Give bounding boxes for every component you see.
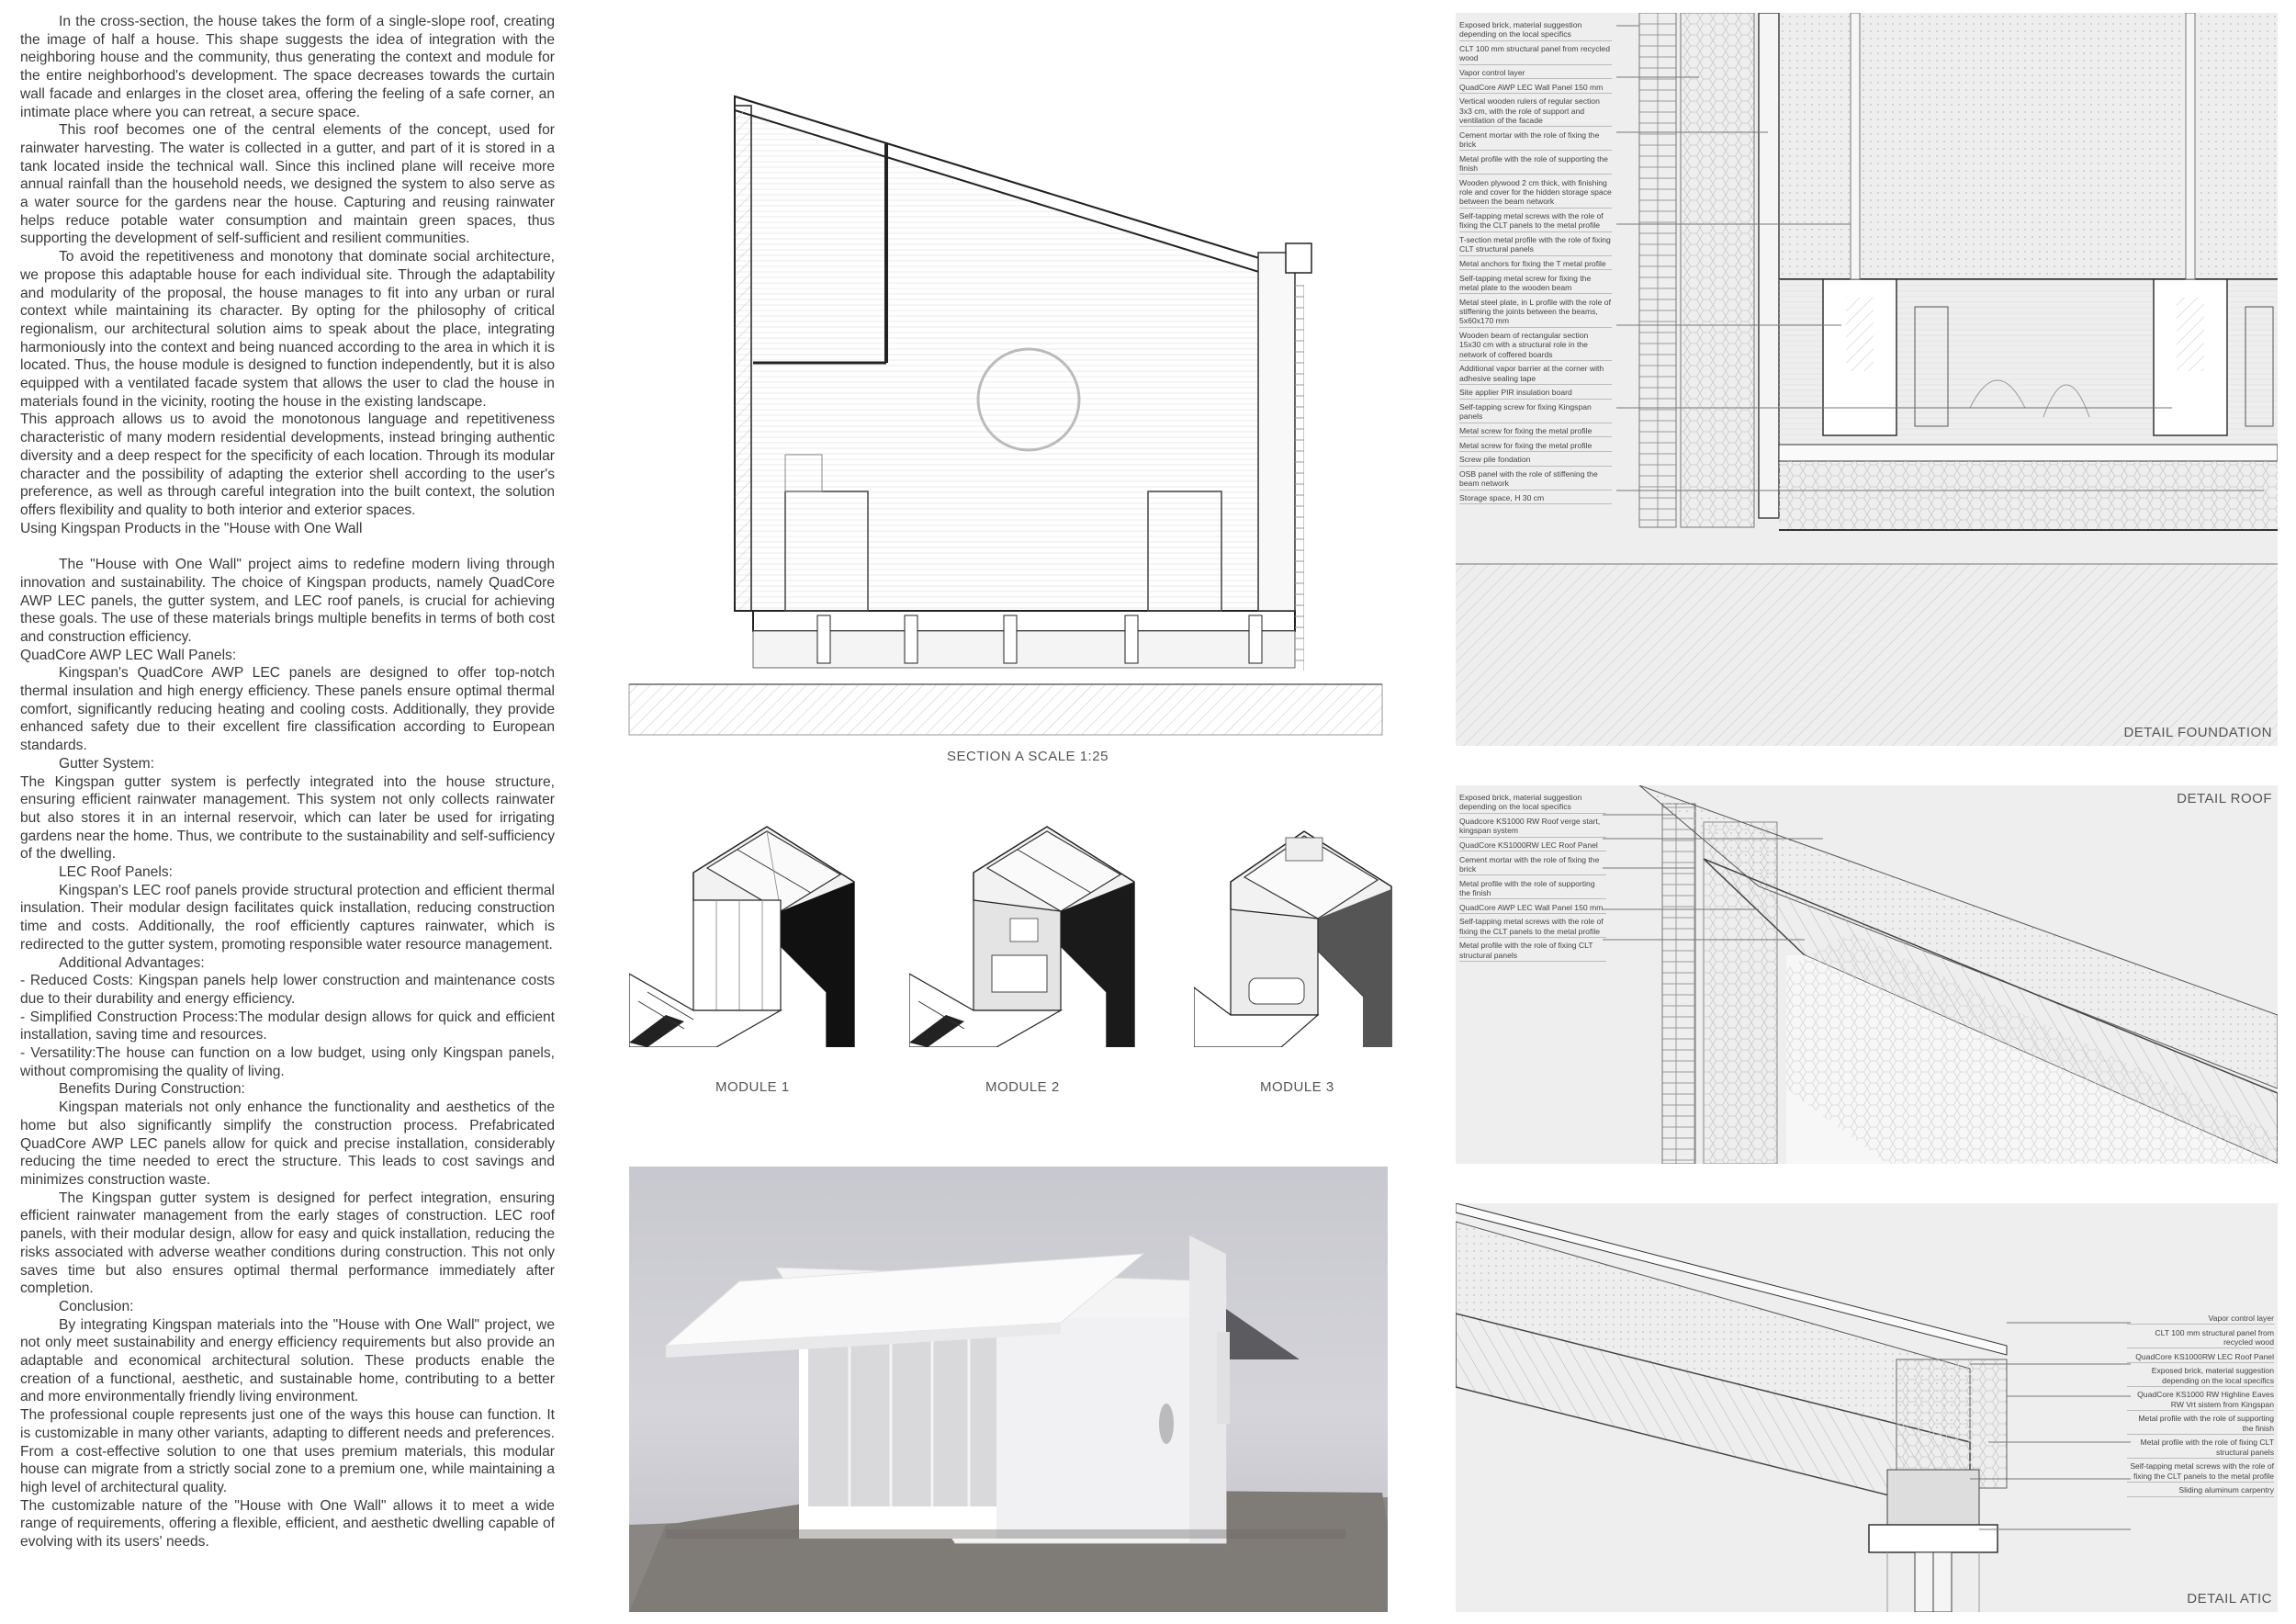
paragraph: Additional Advantages: xyxy=(59,954,205,971)
detail-label: Wooden plywood 2 cm thick, with finishing role and cover for the hidden storage space between the beam network xyxy=(1459,178,1612,209)
detail-label: Exposed brick, material suggestion depending on the local specifics xyxy=(1459,793,1606,814)
paragraph: The Kingspan gutter system is perfectly integrated into the house structure, ensuring efficient rainwater management. This system not only collects rainwater but also stores it in an internal reservoir, which can later be used for irrigating gardens near the home. Thus, we contribute to the sustainability and self-sufficiency of the dwelling. xyxy=(20,773,555,863)
ground-hatch xyxy=(629,684,1382,735)
detail-label: Self-tapping metal screws with the role of fixing the CLT panels to the metal profile xyxy=(1459,917,1606,938)
section-a-drawing xyxy=(625,87,1387,744)
detail-label: Self-tapping metal screws with the role of fixing the CLT panels to the metal profile xyxy=(2127,1461,2274,1483)
paragraph xyxy=(20,537,555,556)
module-3-axonometry xyxy=(1194,818,1405,1047)
paragraph: This roof becomes one of the central elements of the concept, used for rainwater harvesting. The water is collected in a gutter, and part of it is stored in a tank located inside the technical wall. Since this inclined plane will receive more annual rainfall than the household needs, we designed the system to also serve as a water source for the gardens near the house. Capturing and reusing rainwater helps reduce potable water consumption and maintain green spaces, thus supporting the development of self-sufficient and resilient communities. xyxy=(20,122,555,247)
detail-roof-title: DETAIL ROOF xyxy=(2177,791,2272,806)
detail-label: T-section metal profile with the role of fixing CLT structural panels xyxy=(1459,235,1612,256)
detail-label: Site applier PIR insulation board xyxy=(1459,388,1612,399)
paragraph: To avoid the repetitiveness and monotony that dominate social architecture, we propose this adaptable house for each individual site. Through the adaptability and modularity of the proposal, the house manages to fit into any urban or rural context while maintaining its character. By opting for the philosophy of critical regionalism, our architectural solution aims to speak about the place, integrating harmoniously into the context and being nuanced according to the area in which it is located. Thus, the house module is designed to function independently, but it is also equipped with a ventilated facade system that allows the user to clad the house in materials found in the vicinity, rooting the house in the existing landscape. xyxy=(20,249,555,410)
detail-label: Cement mortar with the role of fixing the brick xyxy=(1459,855,1606,876)
detail-label: Storage space, H 30 cm xyxy=(1459,493,1612,504)
module-1-caption: MODULE 1 xyxy=(715,1079,790,1095)
paragraph: The "House with One Wall" project aims to redefine modern living through innovation and sustainability. The choice of Kingspan products, namely QuadCore AWP LEC panels, the gutter system, and LEC roof panels, is crucial for achieving these goals. The use of these materials brings multiple benefits in terms of both cost and construction efficiency. xyxy=(20,557,555,645)
detail-label: Metal screw for fixing the metal profile xyxy=(1459,441,1612,452)
paragraph: Kingspan's LEC roof panels provide structural protection and efficient thermal insulation. Their modular design facilitates quick installation, reducing construction time and costs. Additionally, the roof efficiently captures rainwater, which is redirected to the gutter system, promoting responsible water resource management. xyxy=(20,882,555,953)
detail-label: Vapor control layer xyxy=(1459,68,1612,79)
paragraph: - Reduced Costs: Kingspan panels help lower construction and maintenance costs due to their durability and energy efficiency. xyxy=(20,973,555,1007)
detail-label: Self-tapping screw for fixing Kingspan panels xyxy=(1459,402,1612,423)
gutter xyxy=(1286,243,1311,273)
detail-label: QuadCore AWP LEC Wall Panel 150 mm xyxy=(1459,903,1606,914)
detail-label: CLT 100 mm structural panel from recycled wood xyxy=(1459,44,1612,65)
detail-label: Screw pile fondation xyxy=(1459,455,1612,466)
detail-label: OSB panel with the role of stiffening the beam network xyxy=(1459,469,1612,491)
detail-label: Metal profile with the role of supporting the finish xyxy=(2127,1414,2274,1435)
detail-label: Vertical wooden rulers of regular section 3x3 cm, with the role of support and ventilation of the facade xyxy=(1459,96,1612,127)
module-2-axonometry xyxy=(909,818,1157,1047)
paragraph: The professional couple represents just one of the ways this house can function. It is customizable in many other variants, adapting to different needs and preferences. From a cost-effective solution to one that uses premium materials, this modular house can migrate from a strictly social zone to a premium one, while maintaining a high level of architectural quality. xyxy=(20,1407,555,1495)
paragraph: Gutter System: xyxy=(59,755,154,772)
module-3-caption: MODULE 3 xyxy=(1260,1079,1334,1095)
detail-label: QuadCore AWP LEC Wall Panel 150 mm xyxy=(1459,83,1612,94)
detail-label: Exposed brick, material suggestion depending on the local specifics xyxy=(1459,20,1612,41)
paragraph: Kingspan materials not only enhance the functionality and aesthetics of the home but also significantly simplify the construction process. Prefabricated QuadCore AWP LEC panels allow for quick and precise installation, considerably reducing the time needed to erect the structure. This leads to cost savings and minimizes construction waste. xyxy=(20,1100,555,1188)
detail-label: Metal anchors for fixing the T metal profile xyxy=(1459,259,1612,270)
detail-label: Vapor control layer xyxy=(2127,1314,2274,1325)
detail-atic-panel xyxy=(1456,1203,2278,1612)
detail-label: CLT 100 mm structural panel from recycled wood xyxy=(2127,1328,2274,1349)
paragraph: - Versatility:The house can function on a low budget, using only Kingspan panels, without compromising the quality of living. xyxy=(20,1045,555,1079)
detail-label: Quadcore KS1000 RW Roof verge start, kingspan system xyxy=(1459,817,1606,838)
detail-label: Metal profile with the role of supporting the finish xyxy=(1459,879,1606,900)
paragraph: LEC Roof Panels: xyxy=(59,864,173,881)
detail-atic-labels xyxy=(2127,1314,2274,1500)
detail-label: Metal screw for fixing the metal profile xyxy=(1459,426,1612,437)
paragraph: - Simplified Construction Process:The modular design allows for quick and efficient installation, saving time and resources. xyxy=(20,1009,555,1043)
detail-label: Metal profile with the role of fixing CLT structural panels xyxy=(1459,941,1606,962)
detail-label: Self-tapping metal screw for fixing the metal plate to the wooden beam xyxy=(1459,274,1612,295)
detail-atic-title: DETAIL ATIC xyxy=(2187,1591,2272,1607)
detail-label: Metal profile with the role of fixing CLT structural panels xyxy=(2127,1438,2274,1459)
detail-label: Self-tapping metal screws with the role of fixing the CLT panels to the metal profile xyxy=(1459,211,1612,232)
left-wall xyxy=(735,106,751,611)
paragraph: The customizable nature of the "House with One Wall" allows it to meet a wide range of requirements, offering a flexible, efficient, and aesthetic dwelling capable of evolving with its users' needs. xyxy=(20,1497,555,1551)
module-1-axonometry xyxy=(629,818,877,1047)
paragraph: Using Kingspan Products in the "House with One Wall xyxy=(20,520,363,536)
paragraph: In the cross-section, the house takes the form of a single-slope roof, creating the image of half a house. This shape suggests the idea of integration with the neighboring house and the community, thus generating the context and module for the entire neighborhood's development. The space decreases towards the curtain wall facade and enlarges in the closet area, offering the feeling of a safe corner, an intimate place where you can retreat, a secure space. xyxy=(20,14,555,120)
section-a-caption: SECTION A SCALE 1:25 xyxy=(947,749,1109,764)
paragraph: The Kingspan gutter system is designed for perfect integration, ensuring efficient rainwater management from the early stages of construction. LEC roof panels, with their modular design, allow for easy and quick installation, reducing the risks associated with adverse weather conditions during construction. This not only saves time but also ensures optimal thermal performance immediately after completion. xyxy=(20,1190,555,1297)
description-text-column xyxy=(20,13,555,1611)
paragraph: QuadCore AWP LEC Wall Panels: xyxy=(20,647,237,663)
house-render xyxy=(629,1167,1388,1612)
detail-label: Metal steel plate, in L profile with the role of stiffening the joints between the beams, 5x60x170 mm xyxy=(1459,298,1612,328)
detail-label: Cement mortar with the role of fixing the brick xyxy=(1459,130,1612,152)
floor-slab xyxy=(753,611,1295,631)
detail-foundation-labels xyxy=(1459,20,1612,507)
detail-foundation-title: DETAIL FOUNDATION xyxy=(2123,725,2272,740)
detail-label: Metal profile with the role of supporting the finish xyxy=(1459,154,1612,175)
paragraph: Conclusion: xyxy=(59,1298,134,1314)
detail-label: Additional vapor barrier at the corner with adhesive sealing tape xyxy=(1459,364,1612,385)
detail-label: QuadCore KS1000RW LEC Roof Panel xyxy=(1459,840,1606,851)
detail-label: QuadCore KS1000 RW Highline Eaves RW Vrt sistem from Kingspan xyxy=(2127,1390,2274,1411)
detail-roof-panel xyxy=(1456,785,2278,1164)
detail-label: Exposed brick, material suggestion depending on the local specifics xyxy=(2127,1366,2274,1387)
paragraph: Kingspan's QuadCore AWP LEC panels are designed to offer top-notch thermal insulation and high energy efficiency. These panels ensure optimal thermal comfort, significantly reducing heating and cooling costs. Additionally, they provide enhanced safety due to their excellent fire classification according to European standards. xyxy=(20,665,555,754)
detail-label: Wooden beam of rectangular section 15x30 cm with a structural role in the network of coffered boards xyxy=(1459,331,1612,361)
detail-label: QuadCore KS1000RW LEC Roof Panel xyxy=(2127,1352,2274,1363)
paragraph: Benefits During Construction: xyxy=(59,1081,245,1098)
detail-label: Sliding aluminum carpentry xyxy=(2127,1485,2274,1496)
paragraph: This approach allows us to avoid the monotonous language and repetitiveness characteristic of many modern residential developments, instead bringing authentic diversity and a deep respect for the specificity of each location. Through its modular character and the possibility of adapting the exterior shell according to the user's preference, as well as through careful integration into the built context, the solution offers flexibility and quality to both interior and exterior spaces. xyxy=(20,412,555,518)
paragraph: By integrating Kingspan materials into the "House with One Wall" project, we not only meet sustainability and energy efficiency requirements but also provide an adaptable and economical architectural solution. These products enable the creation of a functional, aesthetic, and sustainable home, contributing to a better and more environmentally friendly living environment. xyxy=(20,1316,555,1405)
detail-roof-labels xyxy=(1459,793,1606,964)
detail-foundation-panel xyxy=(1456,13,2278,746)
module-2-caption: MODULE 2 xyxy=(985,1079,1060,1095)
